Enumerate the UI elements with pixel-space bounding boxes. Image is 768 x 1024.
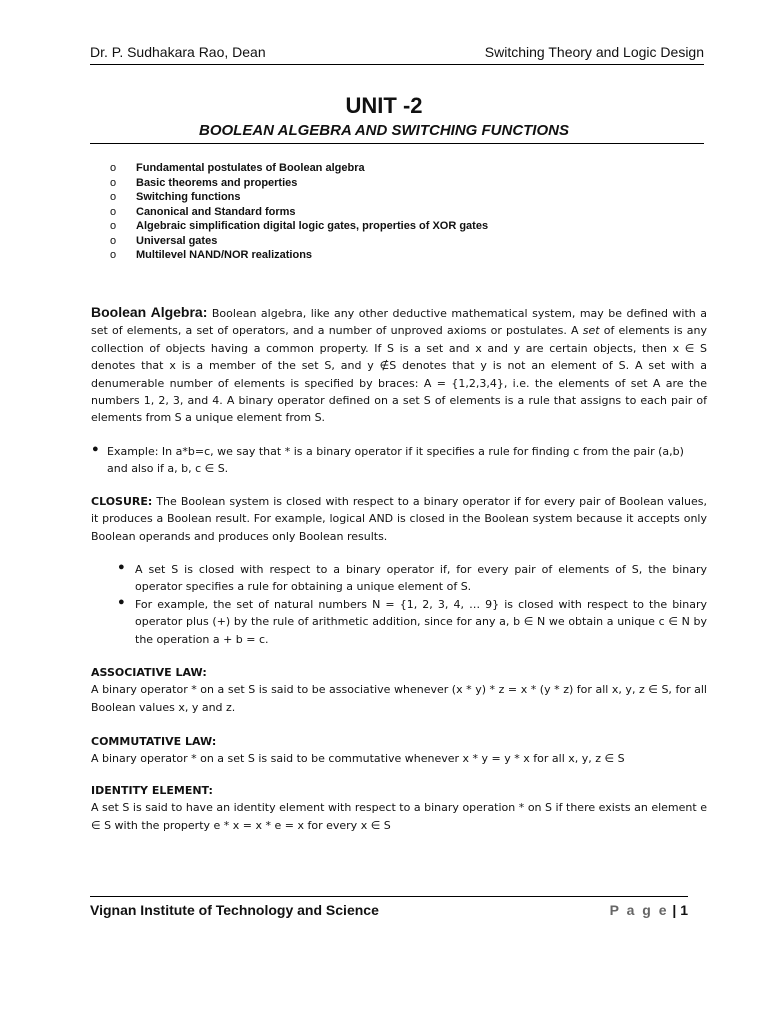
paragraph-text: The Boolean system is closed with respect to a binary operator if for every pair of Boolean values, it produces a Boolean result. For example, logical AND is closed in the Boolean system because it accepts only Boolean operands and produces only Boolean results. — [91, 495, 707, 543]
page-number-value: 1 — [680, 902, 688, 918]
example-line: Example: In a*b=c, we say that * is a binary operator if it specifies a rule for finding c from the pair (a,b) — [107, 445, 684, 458]
identity-heading: IDENTITY ELEMENT: — [91, 784, 213, 797]
page-header — [90, 42, 704, 65]
page-number — [610, 902, 688, 918]
list-item — [110, 248, 488, 263]
example-paragraph — [107, 443, 707, 478]
bullet-icon: o — [110, 205, 117, 218]
topic-text: Canonical and Standard forms — [136, 205, 296, 218]
associative-heading: ASSOCIATIVE LAW: — [91, 666, 207, 679]
bullet-icon: o — [110, 191, 117, 203]
list-item — [110, 176, 488, 191]
topic-list — [110, 161, 488, 263]
bullet-icon: o — [110, 234, 117, 247]
commutative-text: A binary operator * on a set S is said to be commutative whenever x * y = y * x for all x, y, z ∈ S — [91, 752, 625, 766]
list-item — [110, 161, 488, 176]
list-item — [110, 190, 488, 205]
bullet-icon: o — [110, 176, 117, 189]
list-item — [110, 234, 488, 249]
page-label: P a g e — [609, 902, 669, 918]
page-footer — [90, 896, 688, 919]
commutative-section — [91, 733, 707, 768]
paragraph-text: of elements is any collection of objects having a common property. If S is a set and x and y are certain objects, then x ∈ S denotes that x is a member of the set S, and y ∉S denotes that y is not an element of S. A set with a denumerable number of elements is specified by braces: A = {1,2,3,4}, i.e. the elements of set A are the numbers 1, 2, 3, and 4. A binary operator defined on a set S of elements is a rule that assigns to each pair of elements from S a unique element from S. — [91, 324, 707, 425]
commutative-heading: COMMUTATIVE LAW: — [91, 735, 217, 748]
identity-section — [91, 782, 707, 834]
bullet-icon: ● — [92, 443, 99, 455]
closure-heading: CLOSURE: — [91, 495, 153, 508]
title-divider — [90, 143, 704, 144]
example-line: and also if a, b, c ∈ S. — [107, 462, 229, 476]
bullet-icon: o — [110, 220, 117, 232]
footer-institute: Vignan Institute of Technology and Science — [90, 902, 379, 918]
bullet-icon: o — [110, 162, 117, 174]
closure-bullet: For example, the set of natural numbers N = {1, 2, 3, 4, … 9} is closed with respect to the binary operator plus (+) by the rule of arithmetic addition, since for any a, b ∈ N we obtain a unique c ∈ N by the operation a + b = c. — [135, 598, 707, 646]
unit-subtitle: BOOLEAN ALGEBRA AND SWITCHING FUNCTIONS — [199, 122, 569, 139]
boolean-algebra-paragraph — [91, 304, 707, 427]
topic-text: Switching functions — [136, 191, 241, 203]
header-course: Switching Theory and Logic Design — [484, 44, 704, 60]
page-separator: | — [668, 902, 681, 918]
boolean-algebra-heading: Boolean Algebra: — [91, 304, 208, 320]
bullet-icon: o — [110, 249, 117, 261]
topic-text: Algebraic simplification digital logic gates, properties of XOR gates — [136, 220, 489, 232]
bullet-icon: ● — [118, 596, 125, 608]
topic-text: Universal gates — [136, 234, 218, 247]
topic-text: Fundamental postulates of Boolean algebra — [136, 162, 365, 174]
associative-section — [91, 664, 707, 716]
header-author: Dr. P. Sudhakara Rao, Dean — [90, 44, 266, 60]
emphasis-text: set — [582, 324, 600, 338]
paragraph-text: Boolean algebra, like any other deductive mathematical system, may be defined with a set of elements, a set of operators, and a number of unproved axioms or postulates. A — [91, 307, 707, 338]
topic-text: Basic theorems and properties — [136, 176, 298, 189]
closure-paragraph — [91, 493, 707, 545]
list-item — [110, 205, 488, 220]
bullet-icon: ● — [118, 561, 125, 573]
topic-text: Multilevel NAND/NOR realizations — [136, 249, 313, 261]
unit-title: UNIT -2 — [345, 93, 423, 118]
list-item — [110, 219, 488, 234]
associative-text: A binary operator * on a set S is said to be associative whenever (x * y) * z = x * (y * z) for all x, y, z ∈ S, for all Boolean values x, y and z. — [91, 683, 707, 714]
identity-text: A set S is said to have an identity element with respect to a binary operation * on S if there exists an element e ∈ S with the property e * x = x * e = x for every x ∈ S — [91, 801, 707, 832]
closure-bullet: A set S is closed with respect to a binary operator if, for every pair of elements of S, the binary operator specifies a rule for obtaining a unique element of S. — [135, 563, 707, 594]
